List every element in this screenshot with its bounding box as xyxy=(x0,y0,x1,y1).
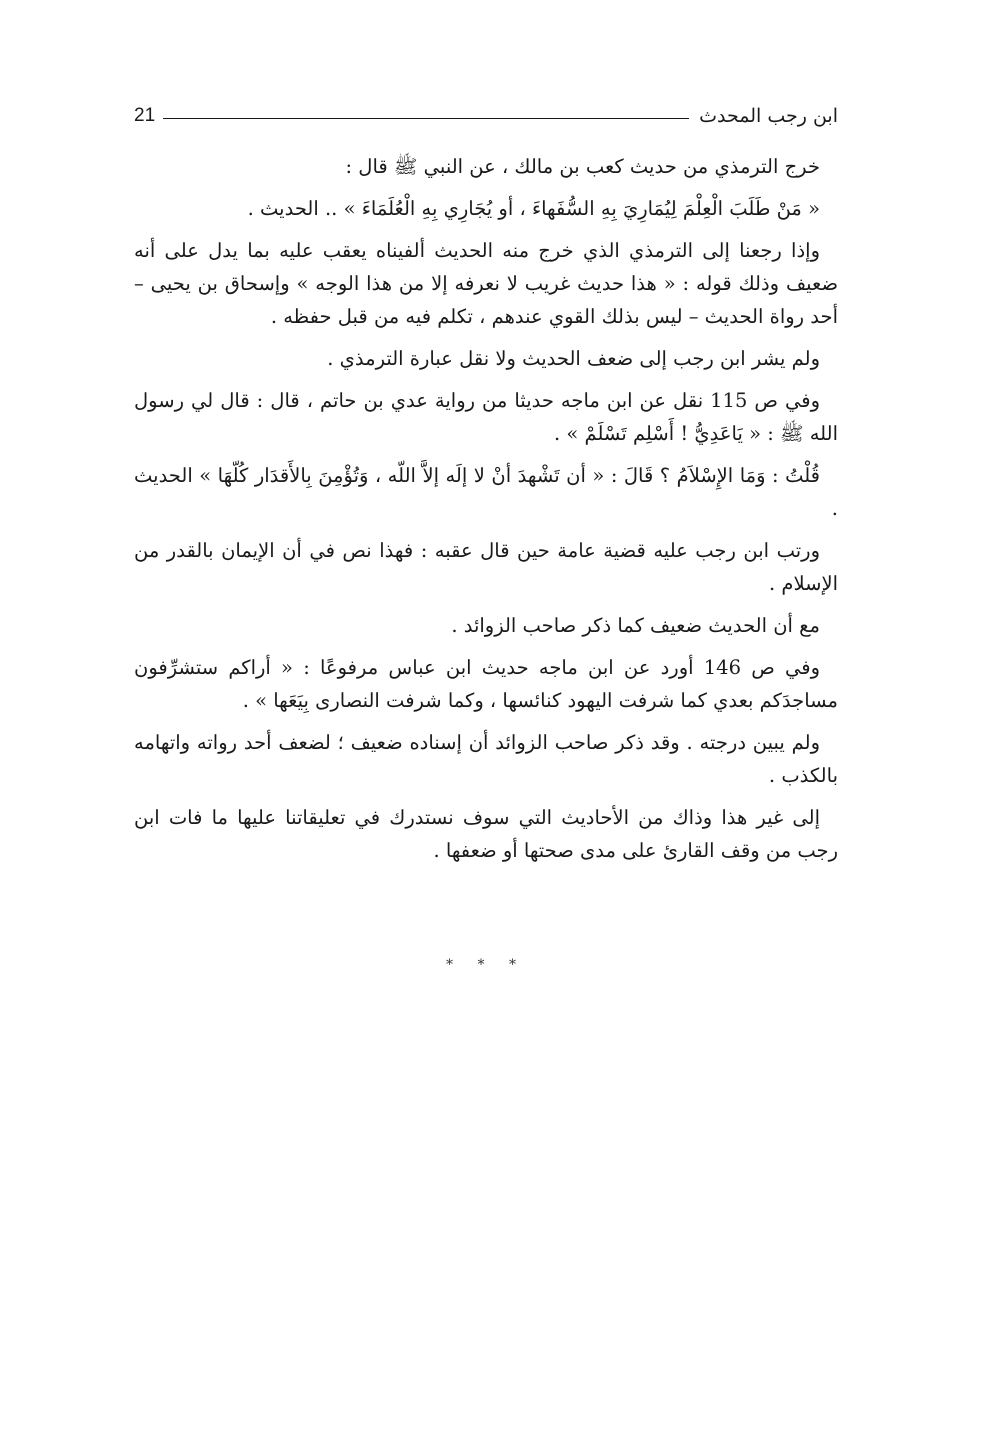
header-rule xyxy=(163,118,689,119)
paragraph-10: ولم يبين درجته . وقد ذكر صاحب الزوائد أن إسناده ضعيف ؛ لضعف أحد رواته واتهامه بالكذب . xyxy=(134,731,838,787)
paragraph-6: قُلْتُ : وَمَا الإِسْلاَمُ ؟ قَالَ : « أن تَشْهدَ أنْ لا إلَه إلاَّ اللّه ، وَتُؤْمِنَ بِالأَقدَار كُلّهَا » الحديث . xyxy=(134,464,838,520)
paragraph-7: ورتب ابن رجب عليه قضية عامة حين قال عقبه : فهذا نص في أن الإيمان بالقدر من الإسلام . xyxy=(134,539,838,595)
paragraph-1: خرج الترمذي من حديث كعب بن مالك ، عن النبي ﷺ قال : xyxy=(345,155,820,178)
paragraph-11: إلى غير هذا وذاك من الأحاديث التي سوف نستدرك في تعليقاتنا عليها ما فات ابن رجب من وقف القارئ على مدى صحتها أو ضعفها . xyxy=(134,806,838,862)
paragraph-3: وإذا رجعنا إلى الترمذي الذي خرج منه الحديث ألفيناه يعقب عليه بما يدل على أنه ضعيف وذلك قوله : « هذا حديث غريب لا نعرفه إلا من هذا الوجه » وإسحاق بن يحيى – أحد رواة الحديث – ليس بذلك القوي عندهم ، تكلم فيه من قبل حفظه . xyxy=(134,239,838,328)
paragraph-9: وفي ص 146 أورد عن ابن ماجه حديث ابن عباس مرفوعًا : « أراكم ستشرِّفون مساجدَكم بعدي كما شرفت اليهود كنائسها ، وكما شرفت النصارى بِيَعَها » . xyxy=(134,656,838,712)
paragraph-5: وفي ص 115 نقل عن ابن ماجه حديثا من رواية عدي بن حاتم ، قال : قال لي رسول الله ﷺ : « يَاعَدِيُّ ! أَسْلِم تَسْلَمْ » . xyxy=(134,389,838,445)
paragraph-8: مع أن الحديث ضعيف كما ذكر صاحب الزوائد . xyxy=(451,614,820,637)
document-page xyxy=(134,96,838,973)
page-body xyxy=(134,150,838,867)
page-number: 21 xyxy=(134,105,156,126)
header-title: ابن رجب المحدث xyxy=(699,105,838,127)
running-header xyxy=(134,96,838,136)
paragraph-4: ولم يشر ابن رجب إلى ضعف الحديث ولا نقل عبارة الترمذي . xyxy=(327,347,820,370)
paragraph-2: « مَنْ طَلَبَ الْعِلْمَ لِيُمَارِيَ بِهِ السُّفَهاءَ ، أو يُجَارِي بِهِ الْعُلَمَاءَ » .. الحديث . xyxy=(247,197,820,220)
section-separator: * * * xyxy=(446,957,526,973)
